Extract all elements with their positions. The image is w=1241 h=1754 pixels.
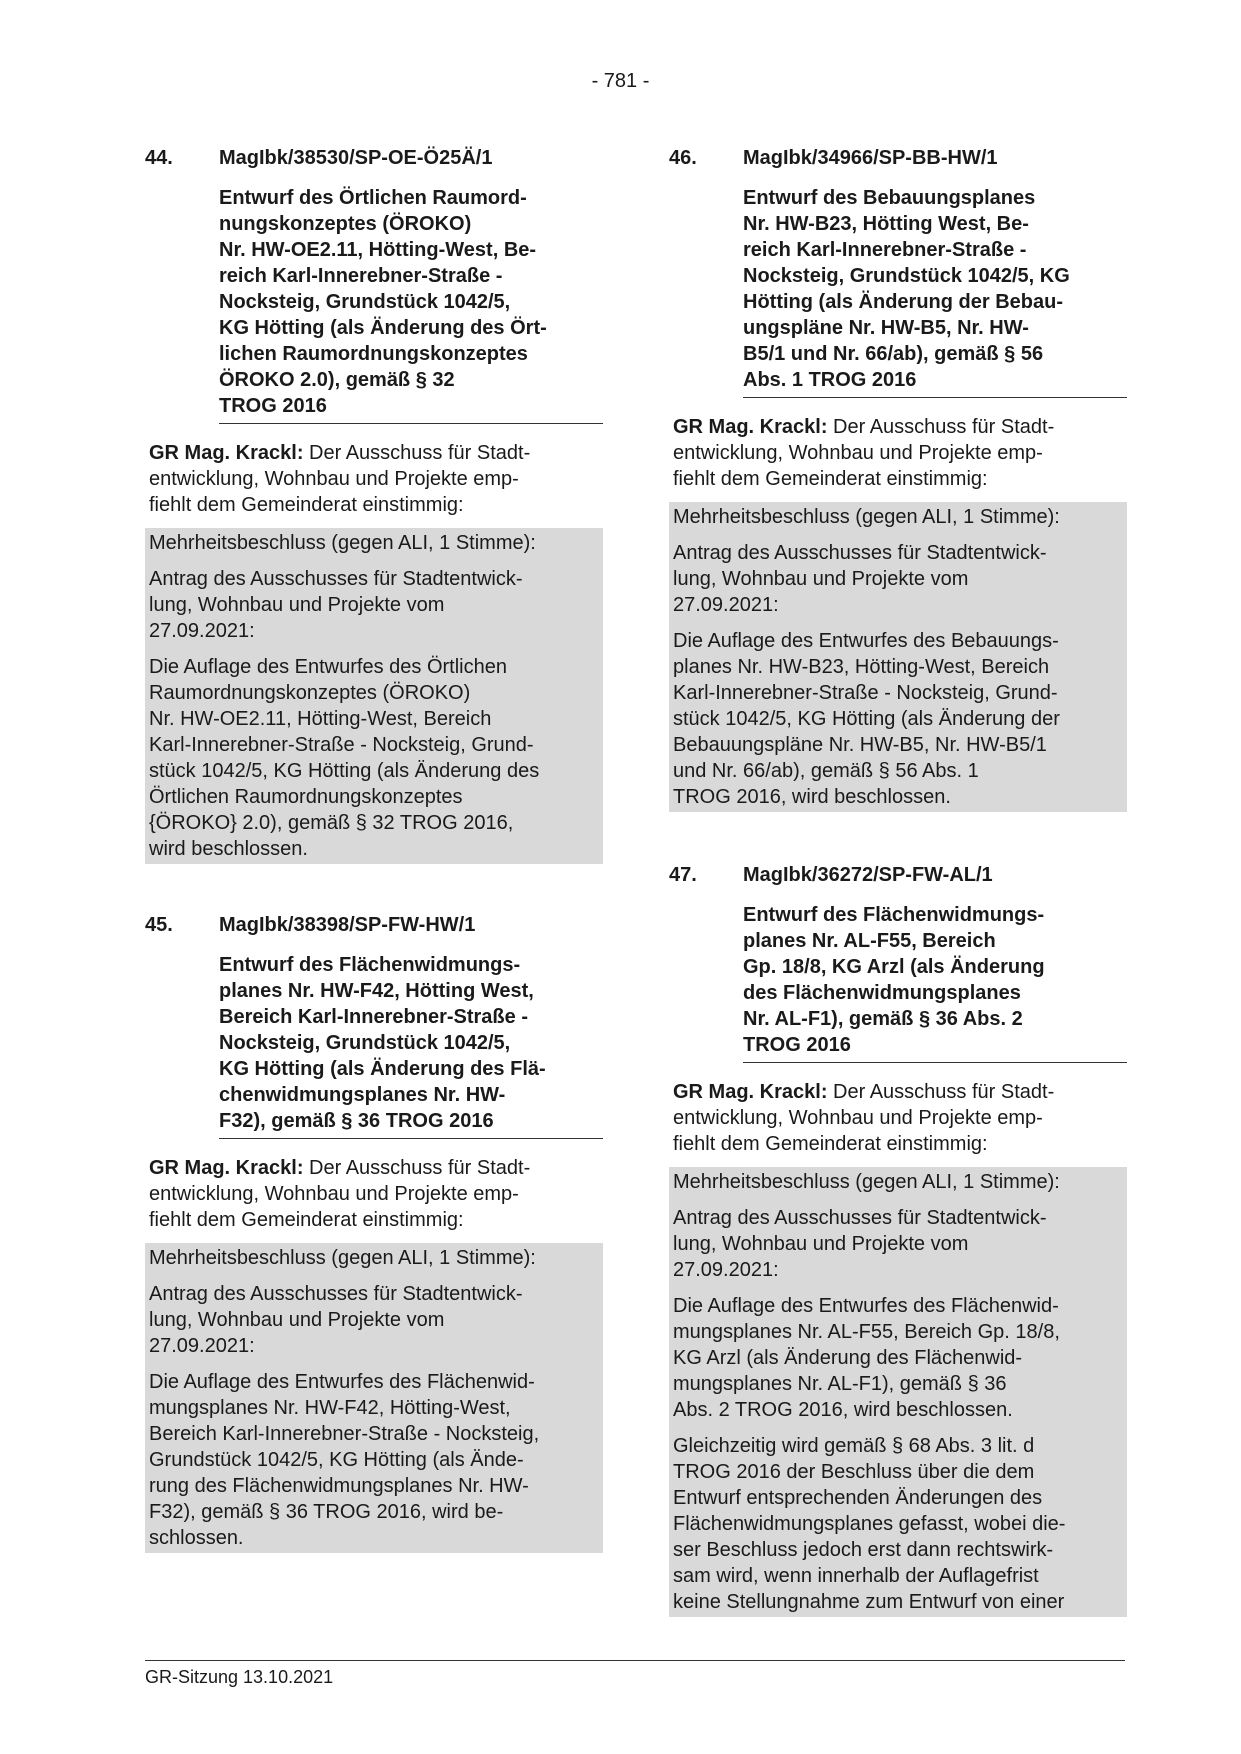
item-number: 46. <box>669 147 697 169</box>
resolution-vote: Mehrheitsbeschluss (gegen ALI, 1 Stimme): <box>149 532 536 554</box>
resolution-motion: Antrag des Ausschusses für Stadtentwick- lung, Wohnbau und Projekte vom 27.09.2021: <box>673 542 1047 616</box>
agenda-item-46 <box>669 145 1127 812</box>
speaker-name: GR Mag. Krackl: <box>673 1081 828 1103</box>
page-footer: GR-Sitzung 13.10.2021 <box>145 1660 1125 1688</box>
item-title: Entwurf des Örtlichen Raumord- nungskonzeptes (ÖROKO) Nr. HW-OE2.11, Hötting-West, Be- reich Karl-Innerebner-Straße - Nocksteig, Grundstück 1042/5, KG Hötting (als Änderung des Ört- lichen Raumordnungskonzeptes ÖROKO 2.0), gemäß § 32 TROG 2016 <box>219 185 603 424</box>
resolution-text-continued: Gleichzeitig wird gemäß § 68 Abs. 3 lit. d TROG 2016 der Beschluss über die dem Entwurf entsprechenden Änderungen des Flächenwidmungsplanes gefasst, wobei die- ser Beschluss jedoch erst dann rechtswirk- sam wird, wenn innerhalb der Auflagefrist keine Stellungnahme zum Entwurf von einer <box>673 1435 1066 1613</box>
speaker-name: GR Mag. Krackl: <box>149 442 304 464</box>
right-column <box>669 145 1127 1617</box>
page-number: - 781 - <box>591 70 650 92</box>
speaker-paragraph <box>669 1079 1127 1157</box>
item-title: Entwurf des Bebauungsplanes Nr. HW-B23, Hötting West, Be- reich Karl-Innerebner-Straße - Nocksteig, Grundstück 1042/5, KG Hötting (als Änderung der Bebau- ungspläne Nr. HW-B5, Nr. HW- B5/1 und Nr. 66/ab), gemäß § 56 Abs. 1 TROG 2016 <box>743 185 1127 398</box>
speaker-paragraph <box>145 1155 603 1233</box>
resolution-text: Die Auflage des Entwurfes des Bebauungs- planes Nr. HW-B23, Hötting-West, Bereich Karl-Innerebner-Straße - Nocksteig, Grund- stück 1042/5, KG Hötting (als Änderung der Bebauungspläne Nr. HW-B5, Nr. HW-B5/1 und Nr. 66/ab), gemäß § 56 Abs. 1 TROG 2016, wird beschlossen. <box>673 630 1060 808</box>
resolution-vote: Mehrheitsbeschluss (gegen ALI, 1 Stimme): <box>673 1171 1060 1193</box>
item-heading <box>669 862 1127 888</box>
item-heading <box>145 145 603 171</box>
resolution-motion: Antrag des Ausschusses für Stadtentwick- lung, Wohnbau und Projekte vom 27.09.2021: <box>673 1207 1047 1281</box>
resolution-box <box>145 528 603 864</box>
resolution-box <box>669 502 1127 812</box>
resolution-box <box>669 1167 1127 1617</box>
item-heading <box>145 912 603 938</box>
resolution-box <box>145 1243 603 1553</box>
speaker-text: Der Ausschuss für Stadt- entwicklung, Wohnbau und Projekte emp- fiehlt dem Gemeinderat einstimmig: <box>673 416 1055 490</box>
speaker-name: GR Mag. Krackl: <box>149 1157 304 1179</box>
speaker-text: Der Ausschuss für Stadt- entwicklung, Wohnbau und Projekte emp- fiehlt dem Gemeinderat einstimmig: <box>149 442 531 516</box>
item-heading <box>669 145 1127 171</box>
speaker-paragraph <box>145 440 603 518</box>
item-number: 47. <box>669 864 697 886</box>
speaker-name: GR Mag. Krackl: <box>673 416 828 438</box>
item-code: MagIbk/38530/SP-OE-Ö25Ä/1 <box>219 147 493 169</box>
item-code: MagIbk/36272/SP-FW-AL/1 <box>743 864 993 886</box>
item-code: MagIbk/34966/SP-BB-HW/1 <box>743 147 998 169</box>
resolution-vote: Mehrheitsbeschluss (gegen ALI, 1 Stimme): <box>149 1247 536 1269</box>
item-title: Entwurf des Flächenwidmungs- planes Nr. HW-F42, Hötting West, Bereich Karl-Innerebner-Straße - Nocksteig, Grundstück 1042/5, KG Hötting (als Änderung des Flä- chenwidmungsplanes Nr. HW- F32), gemäß § 36 TROG 2016 <box>219 952 603 1139</box>
resolution-motion: Antrag des Ausschusses für Stadtentwick- lung, Wohnbau und Projekte vom 27.09.2021: <box>149 1283 523 1357</box>
item-title: Entwurf des Flächenwidmungs- planes Nr. AL-F55, Bereich Gp. 18/8, KG Arzl (als Änderung des Flächenwidmungsplanes Nr. AL-F1), gemäß § 36 Abs. 2 TROG 2016 <box>743 902 1127 1063</box>
speaker-text: Der Ausschuss für Stadt- entwicklung, Wohnbau und Projekte emp- fiehlt dem Gemeinderat einstimmig: <box>673 1081 1055 1155</box>
speaker-text: Der Ausschuss für Stadt- entwicklung, Wohnbau und Projekte emp- fiehlt dem Gemeinderat einstimmig: <box>149 1157 531 1231</box>
item-code: MagIbk/38398/SP-FW-HW/1 <box>219 914 476 936</box>
agenda-item-47 <box>669 862 1127 1617</box>
resolution-text: Die Auflage des Entwurfes des Flächenwid- mungsplanes Nr. HW-F42, Hötting-West, Bereich Karl-Innerebner-Straße - Nocksteig, Grundstück 1042/5, KG Hötting (als Ände- rung des Flächenwidmungsplanes Nr. HW- F32), gemäß § 36 TROG 2016, wird be- schlossen. <box>149 1371 540 1549</box>
resolution-vote: Mehrheitsbeschluss (gegen ALI, 1 Stimme): <box>673 506 1060 528</box>
left-column <box>145 145 603 1553</box>
agenda-item-44 <box>145 145 603 864</box>
agenda-item-45 <box>145 912 603 1553</box>
resolution-text: Die Auflage des Entwurfes des Örtlichen Raumordnungskonzeptes (ÖROKO) Nr. HW-OE2.11, Hötting-West, Bereich Karl-Innerebner-Straße - Nocksteig, Grund- stück 1042/5, KG Hötting (als Änderung des Örtlichen Raumordnungskonzeptes {ÖROKO} 2.0), gemäß § 32 TROG 2016, wird beschlossen. <box>149 656 540 860</box>
resolution-text: Die Auflage des Entwurfes des Flächenwid- mungsplanes Nr. AL-F55, Bereich Gp. 18/8, KG Arzl (als Änderung des Flächenwid- mungsplanes Nr. AL-F1), gemäß § 36 Abs. 2 TROG 2016, wird beschlossen. <box>673 1295 1060 1421</box>
item-number: 45. <box>145 914 173 936</box>
resolution-motion: Antrag des Ausschusses für Stadtentwick- lung, Wohnbau und Projekte vom 27.09.2021: <box>149 568 523 642</box>
item-number: 44. <box>145 147 173 169</box>
speaker-paragraph <box>669 414 1127 492</box>
